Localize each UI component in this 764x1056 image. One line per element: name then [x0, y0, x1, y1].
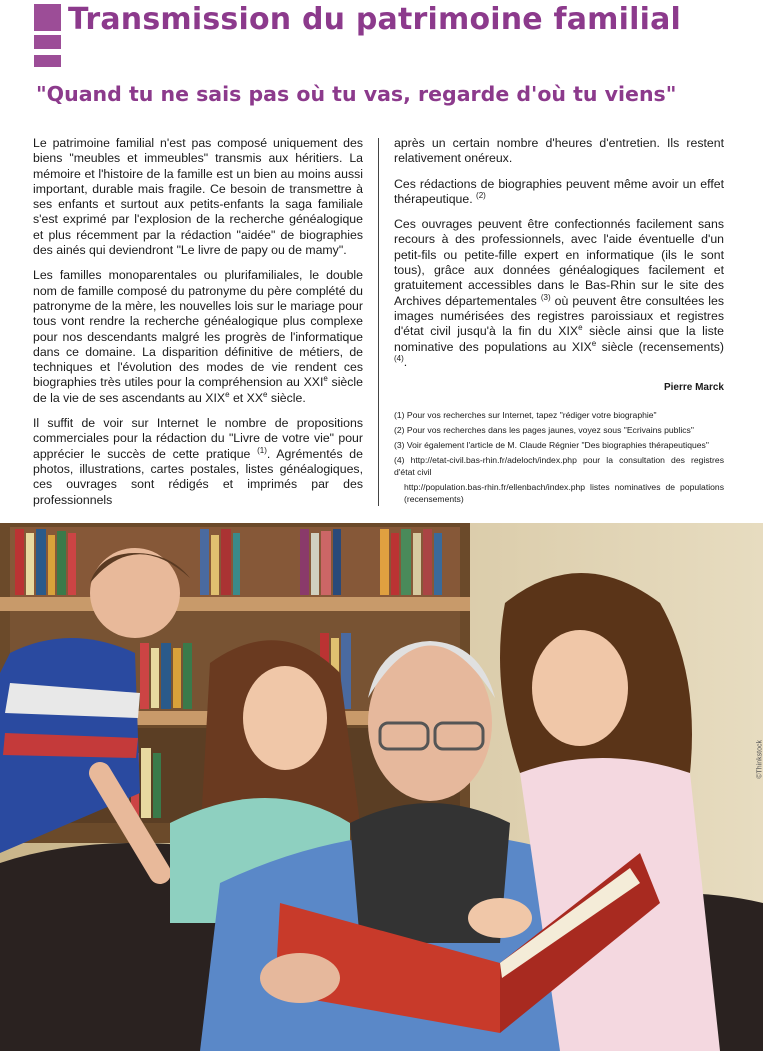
paragraph: après un certain nombre d'heures d'entretien. Ils restent relativement onéreux.: [394, 136, 724, 166]
footnote: (4) http://etat-civil.bas-rhin.fr/adeloch/index.php pour la consultation des registres d'état civil: [394, 455, 724, 478]
paragraph: Ces ouvrages peuvent être confectionnés facilement sans recours à des professionnels, avec l'aide éventuelle d'un petit-fils ou petite-fille expert en informatique (ils le sont tous), grâce aux données généalogiques facilement et gratuitement accessibles dans le Bas-Rhin sur le site des Archives départementales $^{(3)}$ où peuvent être consultées les images numérisées des registres paroissiaux et registres d'état civil jusqu'à la fin du XIXe siècle ainsi que la liste nominative des populations au XIXe siècle (recensements) $^{(4)}$.: [394, 217, 725, 369]
paragraph: Ces rédactions de biographies peuvent même avoir un effet thérapeutique. $^{(2)}$: [394, 176, 724, 206]
footnote: (1) Pour vos recherches sur Internet, tapez "rédiger votre biographie": [394, 410, 657, 421]
column-divider: [378, 138, 379, 506]
family-reading-photo: [0, 523, 763, 1051]
author-name: Pierre Marck: [663, 382, 724, 394]
page-title: Transmission du patrimoine familial: [68, 2, 682, 37]
footnote-continuation: http://population.bas-rhin.fr/ellenbach/index.php listes nominatives de populations (recensements): [404, 482, 724, 505]
footnote: (3) Voir également l'article de M. Claude Régnier "Des biographies thérapeutiques": [394, 440, 709, 451]
page-subtitle: "Quand tu ne sais pas où tu vas, regarde d'où tu viens": [36, 82, 677, 106]
accent-square-large: [34, 4, 61, 31]
article-right-column: [394, 136, 724, 508]
accent-square-medium: [34, 35, 61, 49]
paragraph: Les familles monoparentales ou plurifamiliales, le double nom de famille composé du patronyme du père complété du patronyme de la mère, les nouvelles lois sur le mariage pour tous vont rendre la recherche généalogique plus complexe pour nos descendants malgré les progrès de l'informatique dans ce domaine. La disparition définitive de métiers, de techniques et l'évolution des modes de vie rendent ces biographies très utiles pour la compréhension au XXIe siècle de la vie de ses ascendants au XIXe et XXe siècle.: [33, 268, 363, 405]
footnotes: [394, 409, 724, 505]
photo-credit: ©Thinkstock: [757, 740, 764, 779]
article-left-column: [33, 136, 363, 518]
footnote: [394, 481, 724, 505]
paragraph: Le patrimoine familial n'est pas composé uniquement des biens "meubles et immeubles" transmis aux héritiers. La mémoire et l'histoire de la famille est un bien au moins aussi important, durable mais fragile. Ce besoin de transmettre à ses enfants et surtout aux petits-enfants la saga familiale s'est exprimé par l'explosion de la recherche généalogique et plus récemment par la rédaction "aidée" de biographies des ainés qui deviendront "Le livre de papy ou de mamy".: [33, 136, 363, 258]
paragraph: Il suffit de voir sur Internet le nombre de propositions commerciales pour la rédaction du "Livre de votre vie" pour apprécier le succès de cette pratique $^{(1)}$. Agrémentés de photos, illustrations, cartes postales, listes généalogiques, ces ouvrages sont rédigés et imprimés par des professionnels: [33, 416, 363, 507]
accent-square-small: [34, 55, 61, 67]
footnote: (2) Pour vos recherches dans les pages jaunes, voyez sous "Ecrivains publics": [394, 425, 694, 436]
